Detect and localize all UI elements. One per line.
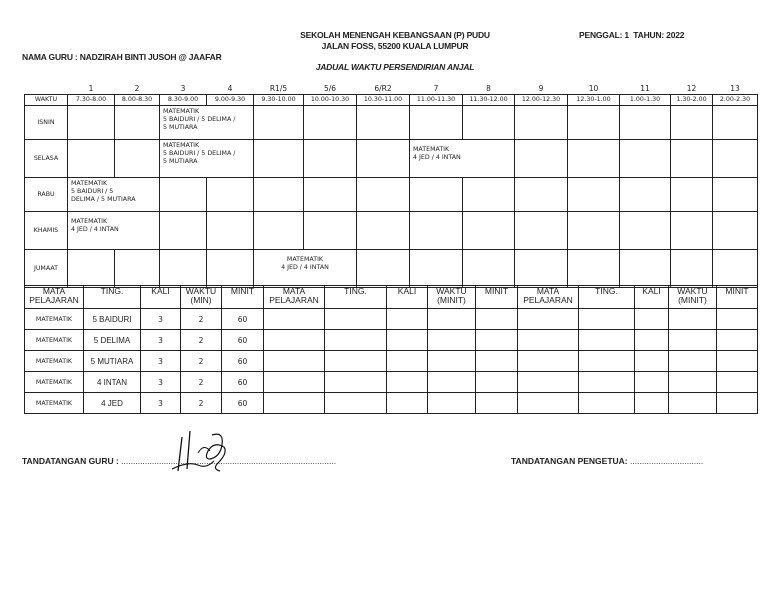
summary-row	[25, 372, 758, 393]
time-slot: 10.30-11.00	[357, 95, 410, 106]
cell-minit: 60	[222, 372, 264, 393]
empty-slot	[254, 178, 304, 212]
empty-cell	[669, 372, 717, 393]
empty-slot	[115, 106, 160, 140]
summary-row	[25, 351, 758, 372]
lesson-cell	[68, 212, 160, 250]
cell-waktu: 2	[181, 393, 222, 414]
empty-slot	[463, 212, 515, 250]
empty-slot	[68, 106, 115, 140]
day-row-rabu	[25, 178, 758, 212]
header-minit: MINIT	[222, 286, 264, 309]
day-row-jumaat	[25, 250, 758, 288]
cell-kali: 3	[141, 393, 181, 414]
lesson-classes: 4 JED / 4 INTAN	[71, 226, 119, 233]
empty-cell	[387, 372, 428, 393]
teacher-signature-label: TANDATANGAN GURU :	[22, 456, 119, 466]
empty-cell	[428, 330, 476, 351]
lesson-classes: 5 BAIDURI / 5 DELIMA /	[163, 150, 236, 157]
empty-cell	[717, 351, 758, 372]
lesson-classes: DELIMA / 5 MUTIARA	[71, 196, 136, 203]
header-ting: TING.	[579, 286, 635, 309]
period-number: 12	[686, 84, 697, 93]
empty-slot	[620, 106, 671, 140]
empty-slot	[207, 212, 254, 250]
lesson-cell	[160, 140, 254, 178]
lesson-subject: MATEMATIK	[163, 108, 200, 115]
time-row	[25, 95, 758, 106]
lesson-cell	[68, 178, 160, 212]
empty-slot	[207, 178, 254, 212]
principal-signature-line	[511, 456, 703, 466]
empty-cell	[669, 330, 717, 351]
period-number: 6/R2	[374, 84, 392, 93]
empty-cell	[635, 372, 669, 393]
period-number: 9	[538, 84, 544, 93]
term-year: PENGGAL: 1 TAHUN: 2022	[579, 30, 685, 40]
header-minit: MINIT	[476, 286, 518, 309]
empty-slot	[671, 106, 713, 140]
empty-slot	[713, 106, 758, 140]
cell-subject: MATEMATIK	[25, 309, 84, 330]
empty-slot	[620, 212, 671, 250]
empty-cell	[387, 330, 428, 351]
period-number: 13	[730, 84, 740, 93]
empty-slot	[463, 178, 515, 212]
empty-cell	[579, 309, 635, 330]
empty-cell	[717, 393, 758, 414]
empty-slot	[568, 250, 620, 288]
teacher-signature-dots: ...........................................................................................	[121, 456, 337, 466]
cell-minit: 60	[222, 393, 264, 414]
empty-cell	[387, 393, 428, 414]
empty-slot	[568, 106, 620, 140]
cell-waktu: 2	[181, 330, 222, 351]
lesson-classes: 4 JED / 4 INTAN	[281, 264, 329, 271]
empty-slot	[713, 178, 758, 212]
empty-cell	[579, 372, 635, 393]
principal-signature-dots: ...............................	[630, 456, 704, 466]
empty-slot	[254, 106, 304, 140]
empty-slot	[671, 178, 713, 212]
empty-cell	[635, 309, 669, 330]
empty-cell	[428, 309, 476, 330]
empty-cell	[669, 309, 717, 330]
empty-slot	[160, 178, 207, 212]
time-slot: 9.30-10.00	[254, 95, 304, 106]
header-minit: MINIT	[717, 286, 758, 309]
empty-cell	[518, 309, 579, 330]
empty-cell	[717, 372, 758, 393]
empty-slot	[304, 140, 357, 178]
header-mata-pelajaran: MATA PELAJARAN	[264, 286, 325, 309]
empty-slot	[410, 250, 463, 288]
empty-slot	[115, 250, 160, 288]
time-slot: 10.00-10.30	[304, 95, 357, 106]
period-number-blank	[25, 83, 68, 95]
cell-minit: 60	[222, 351, 264, 372]
cell-kali: 3	[141, 330, 181, 351]
empty-cell	[476, 372, 518, 393]
teacher-name: NAMA GURU : NADZIRAH BINTI JUSOH @ JAAFAR	[22, 52, 222, 62]
lesson-subject: MATEMATIK	[71, 180, 108, 187]
day-row-khamis	[25, 212, 758, 250]
period-number: 3	[180, 84, 186, 93]
timetable	[24, 83, 758, 288]
empty-cell	[264, 309, 325, 330]
empty-slot	[713, 212, 758, 250]
lesson-subject: MATEMATIK	[163, 142, 200, 149]
empty-cell	[476, 309, 518, 330]
empty-slot	[713, 140, 758, 178]
empty-slot	[254, 212, 304, 250]
empty-cell	[669, 351, 717, 372]
empty-cell	[717, 330, 758, 351]
empty-cell	[325, 393, 387, 414]
lesson-cell	[410, 140, 515, 178]
empty-cell	[428, 393, 476, 414]
empty-cell	[579, 393, 635, 414]
empty-cell	[325, 330, 387, 351]
empty-cell	[518, 351, 579, 372]
empty-cell	[264, 351, 325, 372]
empty-cell	[518, 393, 579, 414]
school-address: JALAN FOSS, 55200 KUALA LUMPUR	[321, 41, 469, 51]
principal-signature-label: TANDATANGAN PENGETUA:	[511, 456, 628, 466]
empty-slot	[357, 178, 410, 212]
empty-cell	[264, 393, 325, 414]
period-number-row	[25, 83, 758, 95]
empty-slot	[410, 106, 463, 140]
time-slot: 12.00-12.30	[515, 95, 568, 106]
period-number: 8	[486, 84, 491, 93]
period-number: 7	[433, 84, 439, 93]
empty-cell	[428, 372, 476, 393]
header-mata-pelajaran: MATA PELAJARAN	[518, 286, 579, 309]
period-number: 5/6	[323, 84, 337, 93]
time-slot: 9.00-9.30	[207, 95, 254, 106]
time-row-label: WAKTU	[25, 95, 68, 106]
cell-kali: 3	[141, 372, 181, 393]
period-number: 4	[227, 84, 233, 93]
time-slot: 1.30-2.00	[671, 95, 713, 106]
period-number: 2	[134, 84, 140, 93]
cell-ting: 4 INTAN	[84, 372, 141, 393]
cell-waktu: 2	[181, 309, 222, 330]
empty-cell	[635, 393, 669, 414]
empty-slot	[304, 178, 357, 212]
day-name: JUMAAT	[25, 250, 68, 288]
cell-subject: MATEMATIK	[25, 393, 84, 414]
summary-table	[24, 285, 758, 414]
empty-slot	[713, 250, 758, 288]
cell-ting: 5 DELIMA	[84, 330, 141, 351]
cell-subject: MATEMATIK	[25, 351, 84, 372]
cell-kali: 3	[141, 309, 181, 330]
cell-subject: MATEMATIK	[25, 372, 84, 393]
empty-cell	[635, 351, 669, 372]
empty-slot	[160, 250, 207, 288]
empty-slot	[463, 106, 515, 140]
empty-cell	[264, 330, 325, 351]
empty-slot	[568, 178, 620, 212]
time-slot: 11.30-12.00	[463, 95, 515, 106]
cell-minit: 60	[222, 330, 264, 351]
summary-row	[25, 309, 758, 330]
lesson-classes: 5 MUTIARA	[163, 158, 198, 165]
empty-cell	[325, 372, 387, 393]
empty-slot	[357, 140, 410, 178]
empty-cell	[579, 330, 635, 351]
empty-slot	[115, 140, 160, 178]
empty-cell	[669, 393, 717, 414]
day-name: RABU	[25, 178, 68, 212]
empty-slot	[515, 178, 568, 212]
empty-slot	[357, 106, 410, 140]
empty-slot	[357, 212, 410, 250]
day-row-selasa	[25, 140, 758, 178]
period-number: R1/5	[269, 84, 288, 93]
lesson-subject: MATEMATIK	[71, 218, 108, 225]
empty-slot	[671, 140, 713, 178]
empty-slot	[254, 140, 304, 178]
empty-slot	[568, 212, 620, 250]
header-kali: KALI	[387, 286, 428, 309]
time-slot: 1.00-1.30	[620, 95, 671, 106]
cell-subject: MATEMATIK	[25, 330, 84, 351]
lesson-classes: 5 BAIDURI / 5	[71, 188, 114, 195]
empty-cell	[518, 330, 579, 351]
empty-cell	[264, 372, 325, 393]
empty-slot	[68, 250, 115, 288]
summary-header-row	[25, 286, 758, 309]
lesson-classes: 5 MUTIARA	[163, 124, 198, 131]
lesson-cell	[160, 106, 254, 140]
header-waktu: WAKTU (MIN)	[181, 286, 222, 309]
empty-cell	[476, 393, 518, 414]
period-number: 1	[88, 84, 94, 93]
empty-slot	[671, 250, 713, 288]
empty-slot	[515, 140, 568, 178]
empty-slot	[515, 212, 568, 250]
lesson-classes: 4 JED / 4 INTAN	[413, 154, 461, 161]
header-kali: KALI	[141, 286, 181, 309]
header-ting: TING.	[84, 286, 141, 309]
empty-cell	[387, 309, 428, 330]
empty-slot	[515, 106, 568, 140]
day-name: KHAMIS	[25, 212, 68, 250]
day-name: ISNIN	[25, 106, 68, 140]
lesson-cell	[254, 250, 357, 288]
empty-cell	[476, 330, 518, 351]
empty-cell	[518, 372, 579, 393]
empty-slot	[463, 250, 515, 288]
day-name: SELASA	[25, 140, 68, 178]
empty-slot	[357, 250, 410, 288]
empty-cell	[387, 351, 428, 372]
time-slot: 8.30-9.00	[160, 95, 207, 106]
empty-cell	[579, 351, 635, 372]
time-slot: 11.00-11.30	[410, 95, 463, 106]
empty-slot	[671, 212, 713, 250]
empty-slot	[620, 250, 671, 288]
lesson-subject: MATEMATIK	[413, 146, 450, 153]
empty-slot	[410, 212, 463, 250]
cell-kali: 3	[141, 351, 181, 372]
cell-ting: 5 BAIDURI	[84, 309, 141, 330]
empty-cell	[476, 351, 518, 372]
period-number: 10	[588, 84, 599, 93]
header-waktu: WAKTU (MINIT)	[669, 286, 717, 309]
handwritten-signature	[168, 425, 238, 475]
empty-slot	[68, 140, 115, 178]
time-slot: 8.00-8.30	[115, 95, 160, 106]
header-waktu: WAKTU (MINIT)	[428, 286, 476, 309]
empty-slot	[304, 106, 357, 140]
document-title: JADUAL WAKTU PERSENDIRIAN ANJAL	[315, 62, 475, 72]
empty-slot	[207, 250, 254, 288]
lesson-subject: MATEMATIK	[286, 256, 324, 263]
empty-slot	[410, 178, 463, 212]
empty-cell	[635, 330, 669, 351]
day-row-isnin	[25, 106, 758, 140]
summary-row	[25, 393, 758, 414]
empty-cell	[325, 351, 387, 372]
cell-waktu: 2	[181, 372, 222, 393]
empty-cell	[428, 351, 476, 372]
empty-slot	[304, 212, 357, 250]
empty-slot	[620, 140, 671, 178]
lesson-classes: 5 BAIDURI / 5 DELIMA /	[163, 116, 236, 123]
empty-slot	[515, 250, 568, 288]
cell-ting: 5 MUTIARA	[84, 351, 141, 372]
cell-waktu: 2	[181, 351, 222, 372]
cell-minit: 60	[222, 309, 264, 330]
period-number: 11	[640, 84, 650, 93]
time-slot: 7.30-8.00	[68, 95, 115, 106]
empty-slot	[160, 212, 207, 250]
summary-row	[25, 330, 758, 351]
header-mata-pelajaran: MATA PELAJARAN	[25, 286, 84, 309]
empty-cell	[717, 309, 758, 330]
empty-slot	[620, 178, 671, 212]
empty-cell	[325, 309, 387, 330]
header-kali: KALI	[635, 286, 669, 309]
empty-slot	[568, 140, 620, 178]
cell-ting: 4 JED	[84, 393, 141, 414]
time-slot: 12.30-1.00	[568, 95, 620, 106]
time-slot: 2.00-2.30	[713, 95, 758, 106]
header-ting: TING.	[325, 286, 387, 309]
school-name: SEKOLAH MENENGAH KEBANGSAAN (P) PUDU	[300, 30, 490, 40]
